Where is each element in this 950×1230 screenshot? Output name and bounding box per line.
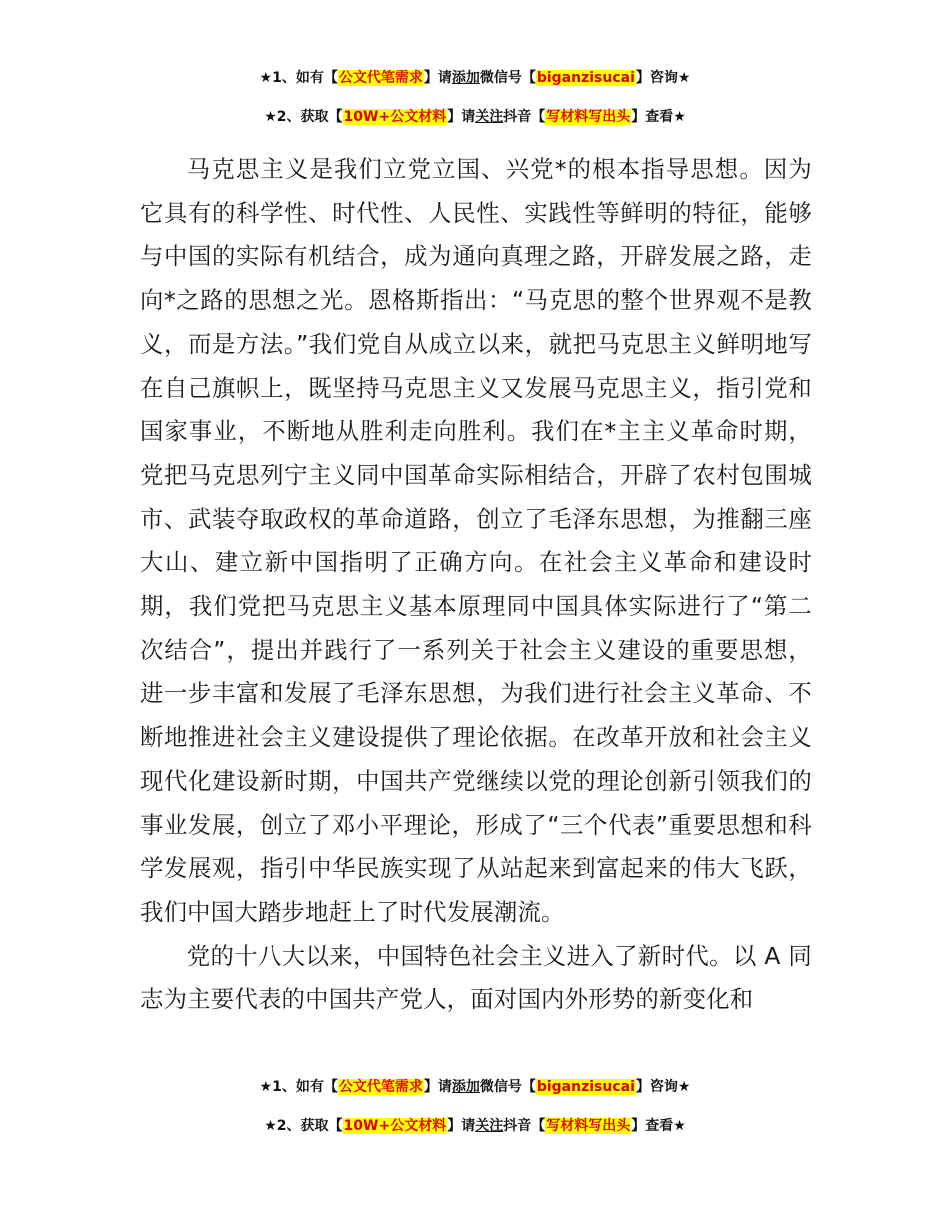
underlined-follow: 关注	[475, 109, 504, 125]
star-icon: ★	[677, 1079, 691, 1095]
ad-text: 】查看	[631, 1118, 674, 1134]
header-ad-line-2	[0, 107, 950, 127]
highlight-wechat-id: biganzisucai	[536, 1079, 635, 1095]
highlight-materials: 10W+公文材料	[343, 1118, 447, 1134]
document-body	[140, 148, 812, 1022]
ad-text: 2、获取【	[276, 1118, 343, 1134]
highlight-douyin-account: 写材料写出头	[546, 1118, 631, 1134]
star-icon: ★	[264, 1118, 277, 1134]
star-icon: ★	[259, 1079, 273, 1095]
ad-text: 1、如有【	[272, 1079, 338, 1095]
footer-ad-line-2	[0, 1116, 950, 1136]
header-ad-line-1	[0, 68, 950, 88]
star-icon: ★	[264, 109, 277, 125]
underlined-add: 添加	[451, 1079, 480, 1095]
star-icon: ★	[673, 1118, 686, 1134]
star-icon: ★	[673, 109, 686, 125]
highlight-douyin-account: 写材料写出头	[546, 109, 631, 125]
paragraph-1: 马克思主义是我们立党立国、兴党*的根本指导思想。因为它具有的科学性、时代性、人民性、实践性等鲜明的特征，能够与中国的实际有机结合，成为通向真理之路，开辟发展之路，走向*之路的思想之光。恩格斯指出：“马克思的整个世界观不是教义，而是方法。”我们党自从成立以来，就把马克思主义鲜明地写在自己旗帜上，既坚持马克思主义又发展马克思主义，指引党和国家事业，不断地从胜利走向胜利。我们在*主主义革命时期，党把马克思列宁主义同中国革命实际相结合，开辟了农村包围城市、武装夺取政权的革命道路，创立了毛泽东思想，为推翻三座大山、建立新中国指明了正确方向。在社会主义革命和建设时期，我们党把马克思主义基本原理同中国具体实际进行了“第二次结合”，提出并践行了一系列关于社会主义建设的重要思想，进一步丰富和发展了毛泽东思想，为我们进行社会主义革命、不断地推进社会主义建设提供了理论依据。在改革开放和社会主义现代化建设新时期，中国共产党继续以党的理论创新引领我们的事业发展，创立了邓小平理论，形成了“三个代表”重要思想和科学发展观，指引中华民族实现了从站起来到富起来的伟大飞跃，我们中国大踏步地赶上了时代发展潮流。	[140, 155, 812, 926]
ad-text: 微信号【	[479, 1079, 536, 1095]
star-icon: ★	[259, 70, 273, 86]
footer-ad-line-1	[0, 1077, 950, 1097]
highlight-wechat-id: biganzisucai	[536, 70, 635, 86]
ad-text: 微信号【	[479, 70, 536, 86]
ad-text: 】请	[423, 1079, 452, 1095]
ad-text: 】请	[423, 70, 452, 86]
ad-text: 抖音【	[503, 1118, 546, 1134]
ad-text: 1、如有【	[272, 70, 338, 86]
underlined-add: 添加	[451, 70, 480, 86]
ad-text: 】请	[447, 1118, 476, 1134]
star-icon: ★	[677, 70, 691, 86]
highlight-service: 公文代笔需求	[338, 1079, 423, 1095]
highlight-service: 公文代笔需求	[338, 70, 423, 86]
ad-text: 】查看	[631, 109, 674, 125]
ad-text: 抖音【	[503, 109, 546, 125]
paragraph-2: 党的十八大以来，中国特色社会主义进入了新时代。以 A 同志为主要代表的中国共产党人，面对国内外形势的新变化和	[140, 941, 812, 1014]
ad-text: 】请	[447, 109, 476, 125]
ad-text: 2、获取【	[276, 109, 343, 125]
highlight-materials: 10W+公文材料	[343, 109, 447, 125]
ad-text: 】咨询	[635, 70, 678, 86]
underlined-follow: 关注	[475, 1118, 504, 1134]
ad-text: 】咨询	[635, 1079, 678, 1095]
